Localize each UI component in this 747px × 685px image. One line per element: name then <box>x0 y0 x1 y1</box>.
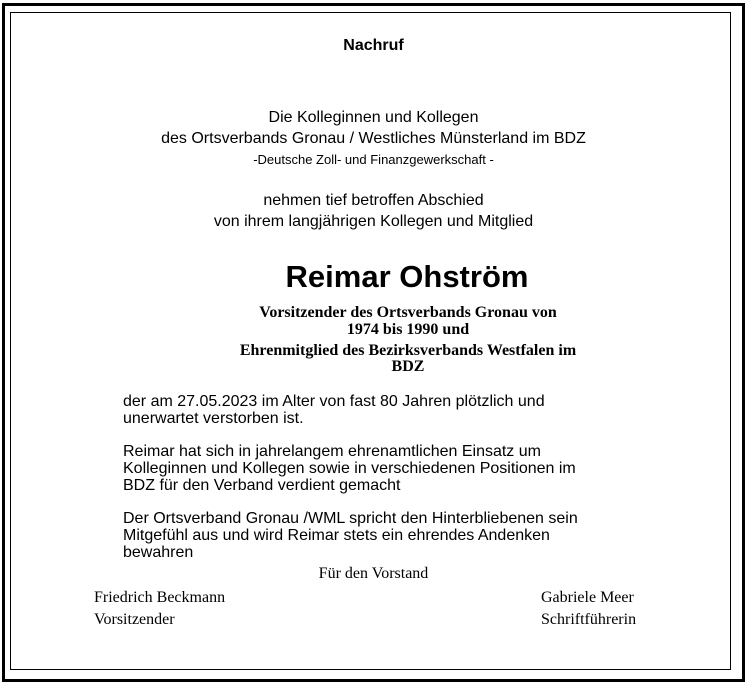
intro-line-2: des Ortsverbands Gronau / Westliches Münsterland im BDZ <box>161 130 586 147</box>
signatory-role: Vorsitzender <box>94 611 175 628</box>
intro-line-1: Die Kolleginnen und Kollegen <box>268 109 479 126</box>
paragraph-line: bewahren <box>123 544 194 561</box>
signature-left <box>94 587 225 631</box>
paragraph-condolence <box>123 510 663 561</box>
paragraph-line: Reimar hat sich in jahrelangem ehrenamtlichen Einsatz um <box>123 443 541 460</box>
farewell-line-2: von ihrem langjährigen Kollegen und Mitglied <box>213 213 534 230</box>
paragraph-line: Mitgefühl aus und wird Reimar stets ein ehrendes Andenken <box>123 527 550 544</box>
signatory-role: Schriftführerin <box>541 611 637 628</box>
page-title: Nachruf <box>343 37 404 54</box>
paragraph-line: der am 27.05.2023 im Alter von fast 80 Jahren plötzlich und <box>123 393 545 410</box>
paragraph-line: BDZ für den Verband verdient gemacht <box>123 477 401 494</box>
board-label: Für den Vorstand <box>318 565 429 582</box>
role-line-2: 1974 bis 1990 und <box>346 321 470 338</box>
paragraph-line: Kolleginnen und Kollegen sowie in verschiedenen Positionen im <box>123 460 576 477</box>
intro-line-3: -Deutsche Zoll- und Finanzgewerkschaft - <box>253 152 494 167</box>
role-line-3: Ehrenmitglied des Bezirksverbands Westfalen im <box>239 342 577 359</box>
paragraph-line: unerwartet verstorben ist. <box>123 410 304 427</box>
paragraph-line: Der Ortsverband Gronau /WML spricht den Hinterbliebenen sein <box>123 510 578 527</box>
farewell-line-1: nehmen tief betroffen Abschied <box>263 192 484 209</box>
role-line-1: Vorsitzender des Ortsverbands Gronau von <box>259 304 557 321</box>
signatory-name: Friedrich Beckmann <box>94 589 226 606</box>
paragraph-death-notice <box>123 393 663 427</box>
paragraph-merits <box>123 443 663 494</box>
deceased-name: Reimar Ohström <box>285 259 529 294</box>
role-line-4: BDZ <box>391 358 425 375</box>
signature-right <box>541 587 636 631</box>
signatory-name: Gabriele Meer <box>541 589 634 606</box>
